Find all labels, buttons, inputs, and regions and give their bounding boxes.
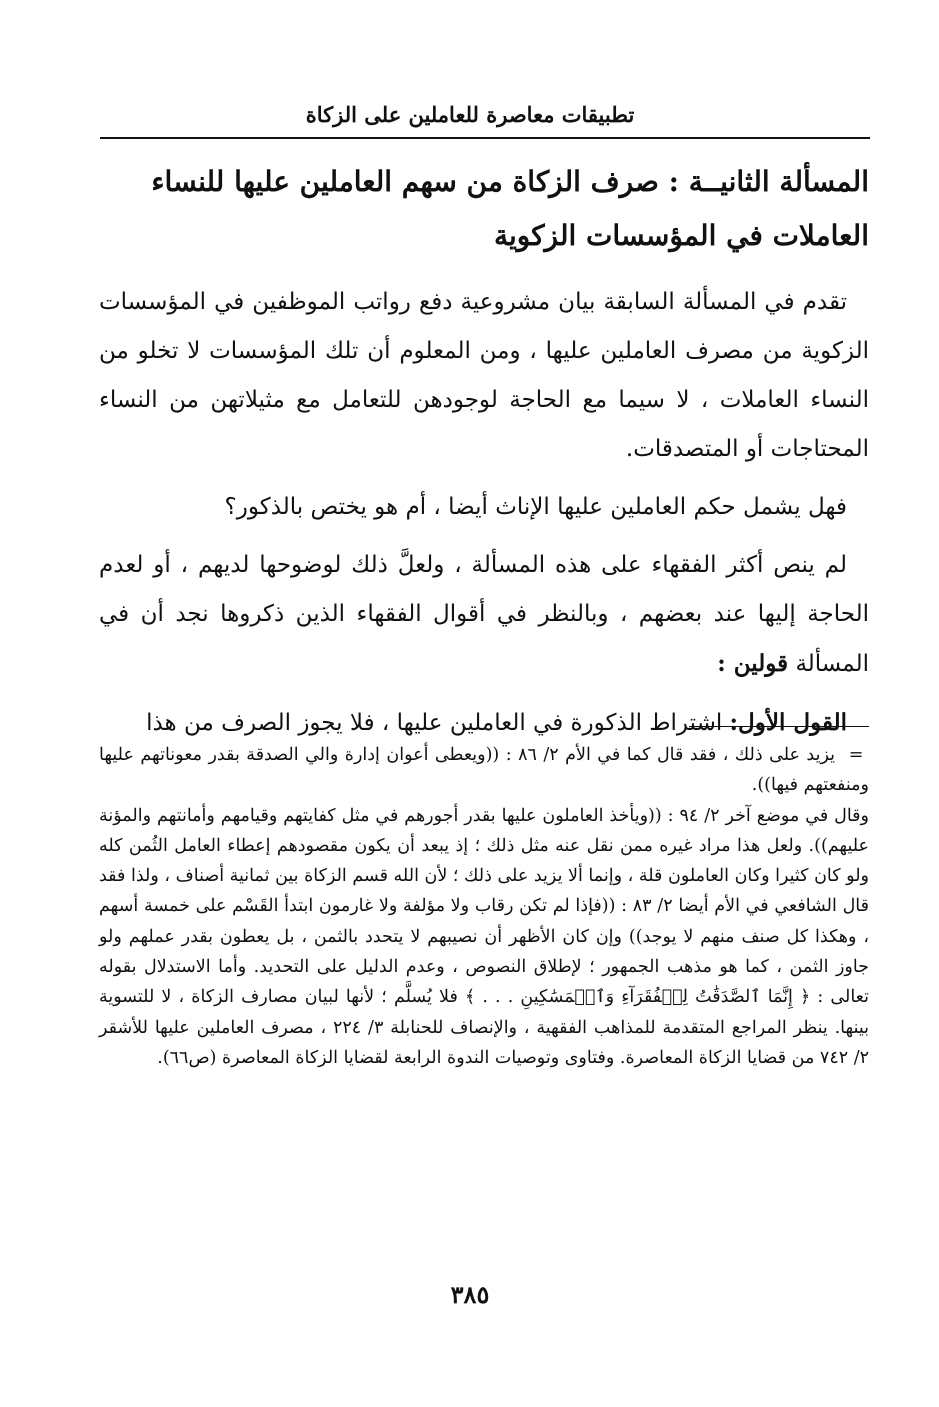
footnote-first: يزيد على ذلك ، فقد قال كما في الأم ٢/ ٨٦ : ((ويعطى أعوان إدارة والي الصدقة بقدر معوناتهم عليها ومنفعتهم فيها)). (99, 745, 869, 796)
first-opinion-text: اشتراط الذكورة في العاملين عليها ، فلا يجوز الصرف من هذا (146, 710, 723, 736)
paragraph-3-text: لم ينص أكثر الفقهاء على هذه المسألة ، ولعلَّ ذلك لوضوحها لديهم ، أو لعدم الحاجة إليها عند بعضهم ، وبالنظر في أقوال الفقهاء الذين ذكروها نجد أن في المسألة (99, 552, 869, 677)
header-rule (100, 137, 870, 139)
running-header: تطبيقات معاصرة للعاملين على الزكاة (305, 102, 635, 127)
footnote-rest: وقال في موضع آخر ٢/ ٩٤ : ((ويأخذ العاملون عليها بقدر أجورهم في مثل كفايتهم وقيامهم وأمانتهم والمؤنة عليهم)). ولعل هذا مراد غيره ممن نقل عنه مثل ذلك ؛ إذ يبعد أن يكون مقصودهم إعطاء العامل الثُمن كله ولو كان كثيرا وكان العاملون قلة ، وإنما ألا يزيد على ذلك ؛ لأن الله قسم الزكاة بين ثمانية أصناف ، ولذا فقد قال الشافعي في الأم أيضا ٢/ ٨٣ : ((فإذا لم تكن رقاب ولا مؤلفة ولا غارمون ابتدأ القَسْم على خمسة أسهم ، وهكذا كل صنف منهم لا يوجد)) وإن كان الأظهر أن نصيبهم لا يتحدد بالثمن ، بل يعطون بقدر عملهم ولو جاوز الثمن ، كما هو مذهب الجمهور ؛ لإطلاق النصوص ، وعدم الدليل على التحديد. وأما الاستدلال بقوله تعالى : ﴿ إِنَّمَا ٱلصَّدَقَٰتُ لِلۡفُقَرَآءِ وَٱلۡمَسَٰكِينِ . . . ﴾ فلا يُسلَّم ؛ لأنها لبيان مصارف الزكاة ، لا للتسوية بينها. ينظر المراجع المتقدمة للمذاهب الفقهية ، والإنصاف للحنابلة ٣/ ٢٢٤ ، مصرف العاملين عليها للأشقر ٢/ ٧٤٢ من قضايا الزكاة المعاصرة. وفتاوى وتوصيات الندوة الرابعة لقضايا الزكاة المعاصرة (ص٦٦). (99, 805, 870, 1068)
body-text (99, 278, 869, 757)
paragraph-2: فهل يشمل حكم العاملين عليها الإناث أيضا ، أم هو يختص بالذكور؟ (224, 494, 847, 520)
footnotes (99, 740, 869, 1073)
first-opinion-label: القول الأول: (729, 709, 847, 736)
footnote-continuation (99, 740, 869, 801)
section-heading: المسألة الثانيــة : صرف الزكاة من سهم العاملين عليها للنساء العاملات في المؤسسات الزكوية (151, 165, 869, 252)
footnote-marker: = (848, 745, 864, 765)
paragraph-1: تقدم في المسألة السابقة بيان مشروعية دفع رواتب الموظفين في المؤسسات الزكوية من مصرف العاملين عليها ، ومن المعلوم أن تلك المؤسسات لا تخلو من النساء العاملات ، لا سيما مع الحاجة لوجودهن للتعامل مع مثيلاتهن من النساء المحتاجات أو المتصدقات. (99, 289, 869, 462)
page-number: ٣٨٥ (450, 1280, 490, 1309)
footnote-rule (689, 726, 869, 727)
paragraph-3-bold-end: قولين : (717, 650, 789, 677)
paragraph-3 (99, 541, 869, 689)
